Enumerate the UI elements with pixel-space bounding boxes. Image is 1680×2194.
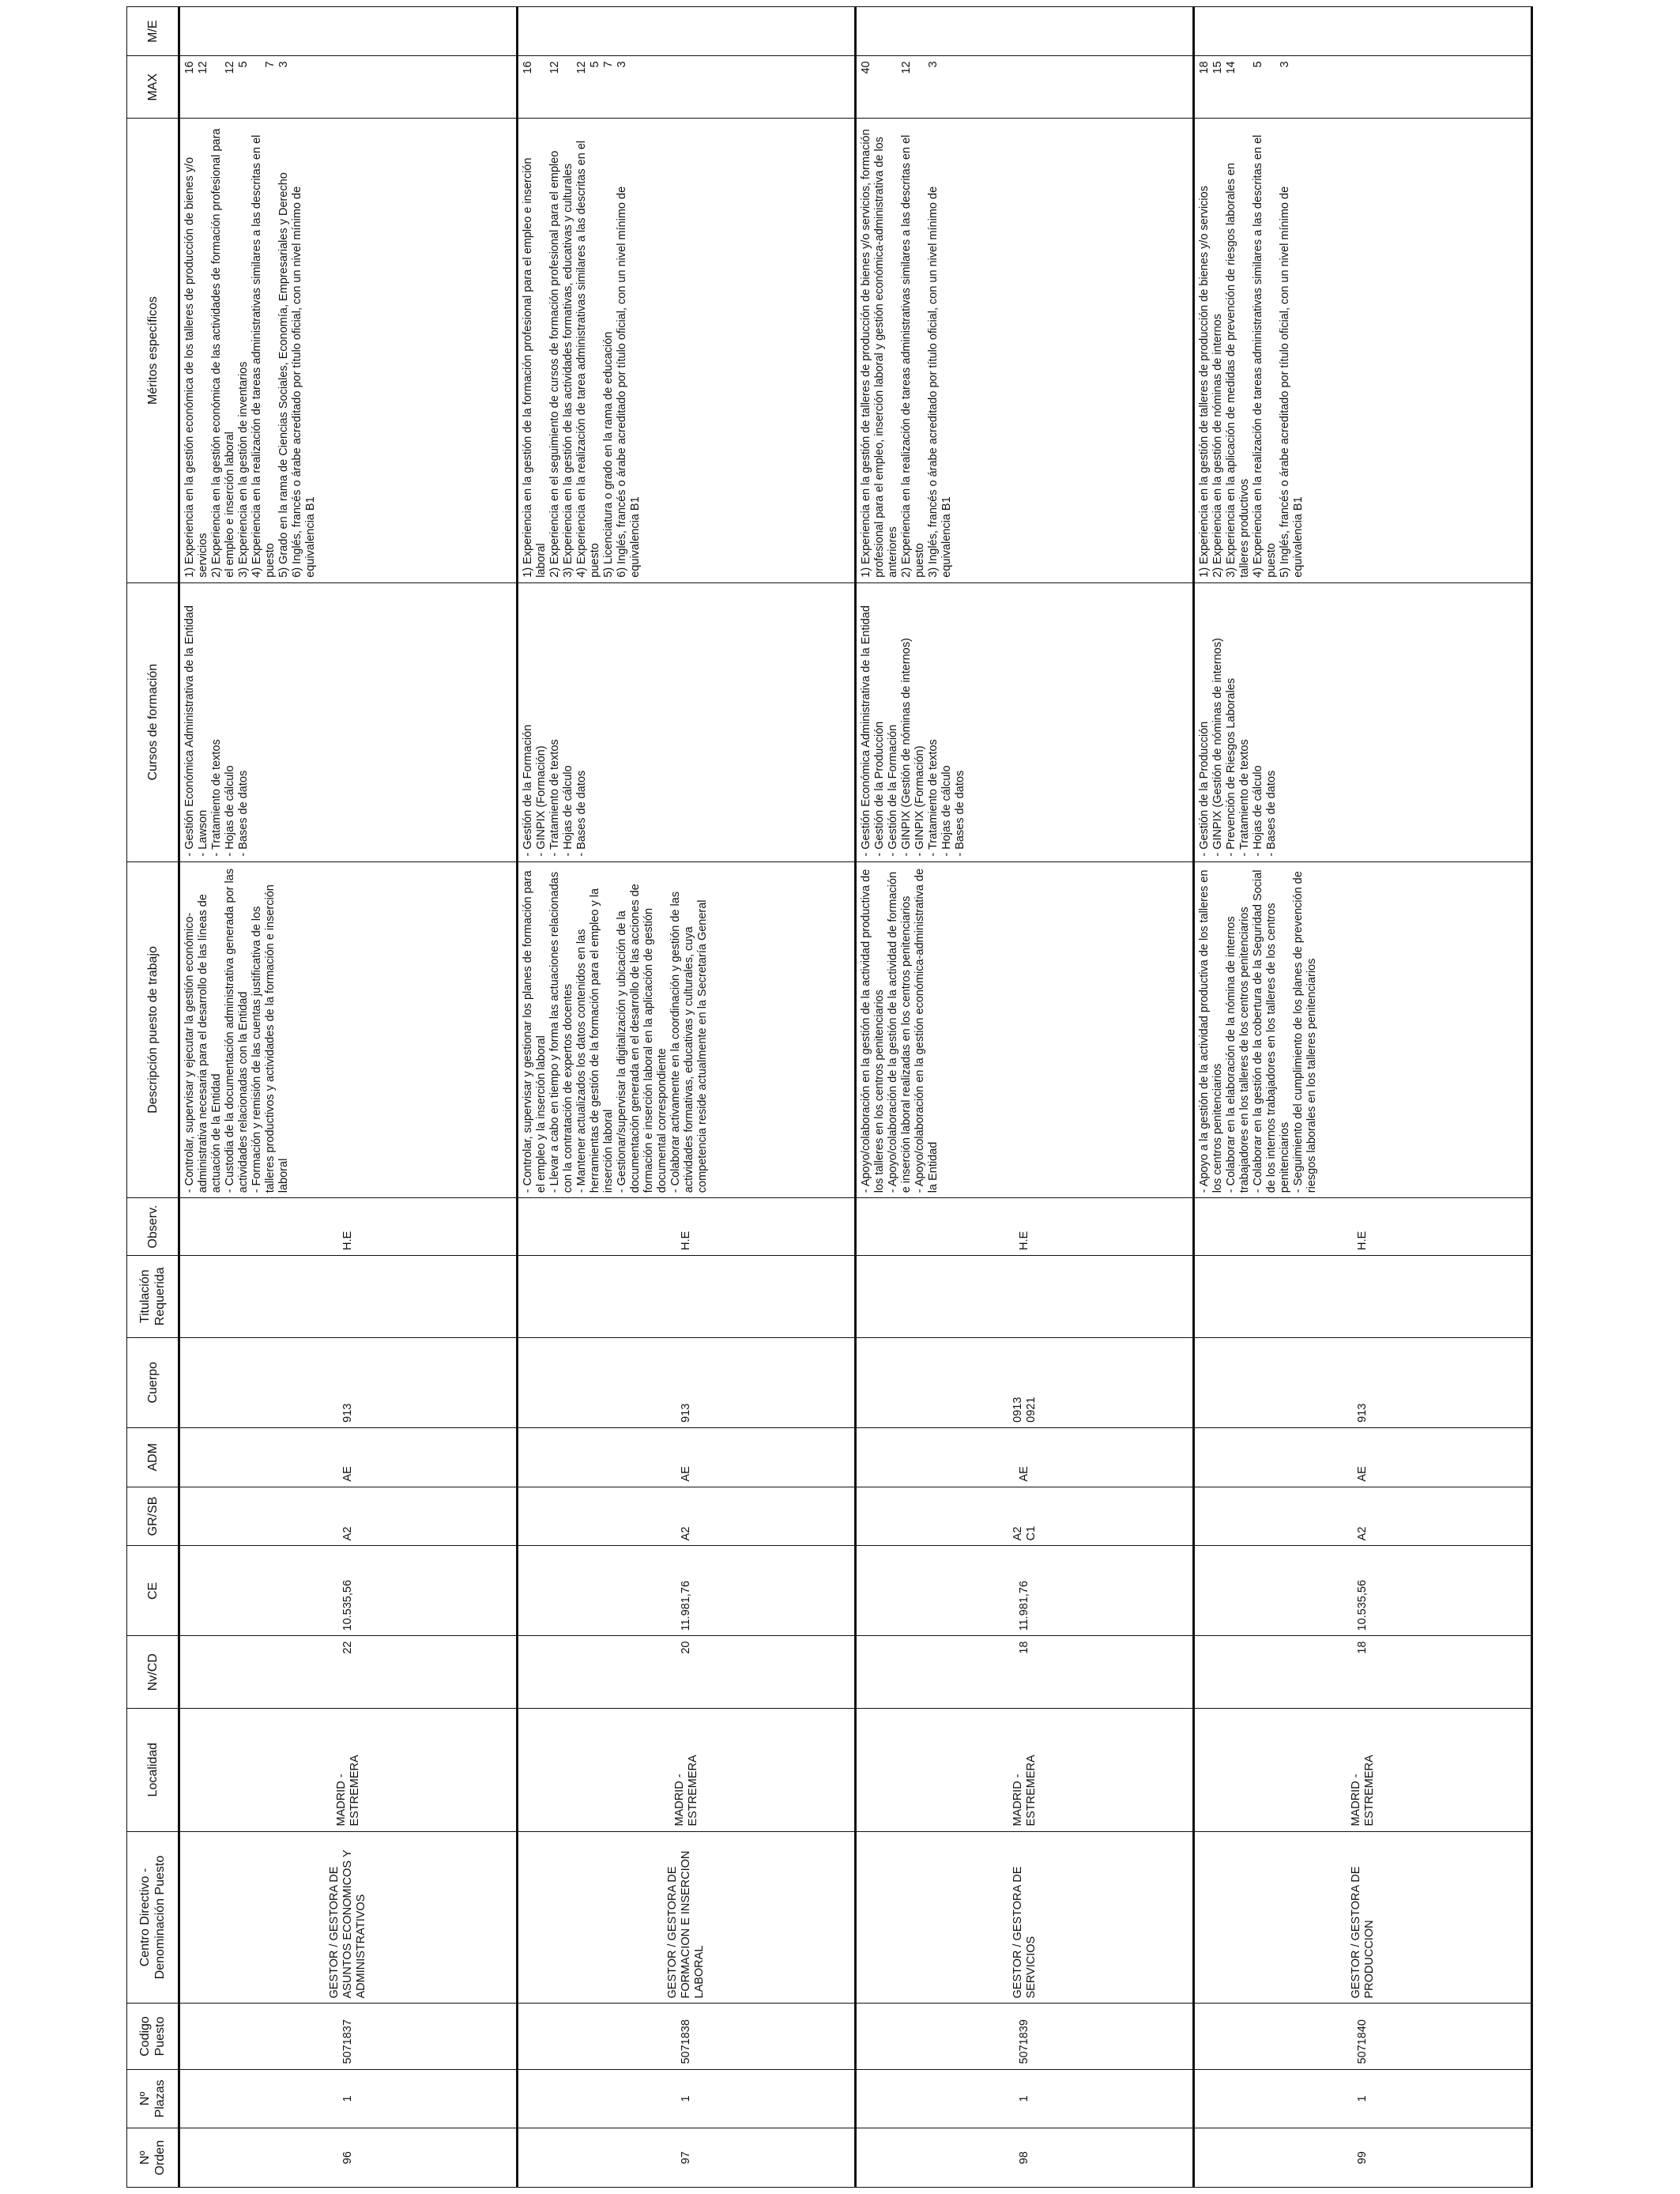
observ-cell: [518, 1198, 856, 1256]
meritos-line: 4) Experiencia en la realización de tareas administrativas similares a las descritas en el puesto: [1252, 134, 1278, 578]
max-line: 5: [237, 61, 250, 68]
adm-cell: [856, 1427, 1194, 1487]
max-line: 12: [224, 61, 236, 74]
table-row: [179, 7, 518, 2188]
max-line: [1238, 61, 1252, 113]
codigo-cell: [856, 2004, 1194, 2069]
cursos-line: - GINPIX (Gestión de nóminas de internos): [1211, 638, 1224, 857]
max-line: 12: [900, 61, 913, 74]
max-line: 16: [522, 61, 534, 74]
observ-cell: [856, 1198, 1194, 1256]
plazas-cell: [518, 2069, 856, 2128]
header-observ: Observ.: [127, 1198, 179, 1256]
codigo-cell: [1194, 2004, 1532, 2069]
cursos-line: - Bases de datos: [1265, 770, 1278, 857]
cursos-line: - Hojas de cálculo: [562, 765, 574, 857]
codigo-cell-text: 5071838: [680, 2019, 692, 2064]
cursos-line: - Lawson: [197, 809, 209, 857]
meritos-line: 3) Inglés, francés o árabe acreditado por título oficial, con un nivel mínimo de equivalencia B1: [927, 186, 953, 578]
descripcion-line: - Apoyo/colaboración en la gestión de la actividad productiva de los talleres en los centros penitenciarios: [860, 869, 886, 1193]
cursos-line: - Gestión de la Formación: [887, 724, 899, 857]
centro-cell-text: GESTOR / GESTORA DE SERVICIOS: [1011, 1866, 1038, 1999]
nivcd-cell-text: 18: [1018, 1641, 1030, 1654]
grsb-cell-text: A2: [341, 1526, 354, 1541]
meritos-line: 2) Experiencia en la realización de tareas administrativas similares a las descritas en el puesto: [900, 134, 926, 578]
meritos-line: 4) Experiencia en la realización de tareas administrativas similares a las descritas en el puesto: [250, 134, 277, 578]
cuerpo-cell: [518, 1337, 856, 1427]
cuerpo-cell-text: 0913 0921: [1011, 1397, 1038, 1423]
nivcd-cell: [179, 1636, 518, 1708]
codigo-cell: [518, 2004, 856, 2069]
adm-cell: [179, 1427, 518, 1487]
descripcion-cell: [856, 861, 1194, 1198]
header-meritos: Méritos específicos: [127, 119, 179, 583]
cursos-cell: [856, 582, 1194, 861]
localidad-cell-text: MADRID - ESTREMERA: [672, 1755, 699, 1826]
meritos-cell: [179, 119, 518, 583]
grsb-cell-text: A2: [1356, 1526, 1369, 1541]
descripcion-line: - Apoyo a la gestión de la actividad productiva de los talleres en los centros penitenciarios: [1198, 869, 1224, 1193]
nivcd-cell: [518, 1636, 856, 1708]
max-line: [1265, 61, 1279, 113]
descripcion-cell: [1194, 861, 1532, 1198]
header-cursos: Cursos de formación: [127, 582, 179, 861]
observ-cell-text: H.E: [341, 1231, 354, 1250]
max-line: 40: [860, 61, 872, 74]
cuerpo-cell-text: 913: [341, 1403, 354, 1423]
meritos-line: 1) Experiencia en la gestión económica de los talleres de producción de bienes y/o servicios: [183, 156, 209, 578]
cursos-line: - Gestión de la Producción: [1198, 721, 1211, 857]
meritos-line: 3) Experiencia en la gestión de las actividades formativas, educativas y culturales: [562, 163, 574, 578]
orden-cell: [1194, 2128, 1532, 2188]
cursos-line: - Gestión de la Producción: [873, 721, 886, 857]
localidad-cell-text: MADRID - ESTREMERA: [1349, 1755, 1376, 1826]
ce-cell-text: 10.535,56: [1356, 1579, 1369, 1631]
observ-cell: [1194, 1198, 1532, 1256]
max-line: [210, 61, 224, 113]
titulacion-cell: [518, 1255, 856, 1337]
meritos-cell: [856, 119, 1194, 583]
max-line: [250, 61, 264, 113]
table-row: [856, 7, 1194, 2188]
max-line: [535, 61, 548, 113]
centro-cell-text: GESTOR / GESTORA DE FORMACION E INSERCION LABORAL: [666, 1850, 706, 1999]
max-line: 12: [548, 61, 561, 74]
cursos-line: - Tratamiento de textos: [210, 739, 223, 857]
descripcion-line: - Custodia de la documentación administrativa generada por las actividades relacionadas con la Entidad: [224, 868, 250, 1193]
cursos-line: - Gestión de la Formación: [522, 724, 534, 857]
ce-cell: [518, 1546, 856, 1636]
meritos-line: 6) Inglés, francés o árabe acreditado por título oficial, con un nivel mínimo de equivalencia B1: [616, 186, 642, 578]
centro-cell-text: GESTOR / GESTORA DE PRODUCCION: [1349, 1866, 1376, 1999]
orden-cell-text: 98: [1018, 2151, 1030, 2165]
localidad-cell-text: MADRID - ESTREMERA: [334, 1755, 361, 1826]
max-line: 12: [197, 61, 209, 74]
cursos-line: - Bases de datos: [575, 770, 588, 857]
header-grsb: GR/SB: [127, 1487, 179, 1546]
max-line: 14: [1225, 61, 1237, 74]
centro-cell: [518, 1831, 856, 2004]
max-line: 3: [616, 61, 628, 68]
header-cuerpo: Cuerpo: [127, 1337, 179, 1427]
cursos-line: - Gestión Económica Administrativa de la Entidad: [860, 605, 872, 857]
cuerpo-cell-text: 913: [680, 1403, 692, 1423]
meritos-line: 3) Experiencia en la gestión de inventarios: [237, 361, 250, 578]
centro-cell: [1194, 1831, 1532, 2004]
orden-cell-text: 97: [680, 2151, 692, 2165]
me-cell: [518, 7, 856, 56]
ce-cell-text: 11.981,76: [1018, 1581, 1030, 1631]
max-line: 3: [1279, 61, 1291, 68]
meritos-line: 4) Experiencia en la realización de tarea administrativas similares a las descritas en el puesto: [575, 140, 601, 578]
meritos-line: 1) Experiencia en la gestión de talleres de producción de bienes y/o servicios: [1198, 186, 1211, 578]
max-line: 16: [183, 61, 196, 74]
max-line: 18: [1198, 61, 1211, 74]
grsb-cell: [518, 1487, 856, 1546]
cursos-cell: [518, 582, 856, 861]
max-line: [887, 61, 900, 113]
cursos-line: - Prevención de Riesgos Laborales: [1225, 677, 1237, 857]
titulacion-cell: [1194, 1255, 1532, 1337]
meritos-line: 6) Inglés, francés o árabe acreditado por título oficial, con un nivel mínimo de equivalencia B1: [291, 186, 317, 578]
descripcion-line: - Apoyo/colaboración en la gestión económica-administrativa de la Entidad: [913, 868, 940, 1193]
max-line: 3: [277, 61, 290, 68]
nivcd-cell: [1194, 1636, 1532, 1708]
cuerpo-cell: [179, 1337, 518, 1427]
grsb-cell: [179, 1487, 518, 1546]
descripcion-line: - Colaborar en la gestión de la cobertura de la Seguridad Social de los internos trabajadores en los talleres de los centros penitenciarios: [1252, 869, 1291, 1193]
me-cell: [179, 7, 518, 56]
adm-cell-text: AE: [680, 1466, 692, 1482]
meritos-line: 3) Experiencia en la aplicación de medidas de prevención de riesgos laborales en talleres productivos: [1225, 163, 1251, 578]
cursos-line: - Hojas de cálculo: [224, 765, 236, 857]
descripcion-line: - Apoyo/colaboración de la gestión de la actividad de formación e inserción laboral realizadas en los centros penitenciarios: [887, 871, 913, 1193]
ce-cell: [856, 1546, 1194, 1636]
header-centro: Centro Directivo - Denominación Puesto: [127, 1831, 179, 2004]
header-max: MAX: [127, 56, 179, 119]
centro-cell-text: GESTOR / GESTORA DE ASUNTOS ECONOMICOS Y ADMINISTRATIVOS: [328, 1849, 367, 1999]
max-line: [913, 61, 927, 113]
orden-cell-text: 99: [1356, 2151, 1369, 2165]
localidad-cell: [1194, 1708, 1532, 1831]
grsb-cell-text: A2: [680, 1526, 692, 1541]
header-codigo: Codigo Puesto: [127, 2004, 179, 2069]
plazas-cell-text: 1: [1356, 2095, 1369, 2102]
meritos-line: 5) Inglés, francés o árabe acreditado por título oficial, con un nivel mínimo de equivalencia B1: [1279, 186, 1305, 578]
ce-cell-text: 11.981,76: [680, 1581, 692, 1631]
descripcion-line: - Seguimiento del cumplimiento de los planes de prevención de riesgos laborales en los talleres penitenciarios: [1292, 871, 1318, 1193]
meritos-cell: [1194, 119, 1532, 583]
me-cell: [1194, 7, 1532, 56]
plazas-cell-text: 1: [680, 2095, 692, 2102]
cursos-cell: [1194, 582, 1532, 861]
cursos-line: - Tratamiento de textos: [927, 739, 940, 857]
adm-cell: [1194, 1427, 1532, 1487]
localidad-cell: [856, 1708, 1194, 1831]
descripcion-line: - Llevar a cabo en tiempo y forma las actuaciones relacionadas con la contratación de expertos docentes: [548, 872, 574, 1193]
codigo-cell-text: 5071840: [1356, 2019, 1369, 2064]
header-localidad: Localidad: [127, 1708, 179, 1831]
observ-cell: [179, 1198, 518, 1256]
plazas-cell: [179, 2069, 518, 2128]
descripcion-cell: [518, 861, 856, 1198]
max-line: 3: [927, 61, 940, 68]
plazas-cell: [1194, 2069, 1532, 2128]
max-cell: [518, 56, 856, 119]
titulacion-cell: [856, 1255, 1194, 1337]
header-me: M/E: [127, 7, 179, 56]
meritos-line: 2) Experiencia en la gestión económica de las actividades de formación profesional para el empleo e inserción laboral: [210, 128, 236, 578]
descripcion-line: - Formación y remisión de las cuentas justificativa de los talleres productivos y actividades de la formación e inserción laboral: [250, 884, 290, 1193]
adm-cell-text: AE: [1018, 1466, 1030, 1482]
nivcd-cell-text: 18: [1356, 1641, 1369, 1654]
codigo-cell: [179, 2004, 518, 2069]
header-descripcion: Descripción puesto de trabajo: [127, 861, 179, 1198]
max-line: 12: [575, 61, 588, 74]
max-cell: [179, 56, 518, 119]
cursos-line: - GINPIX (Gestión de nóminas de internos): [900, 638, 913, 857]
meritos-line: 2) Experiencia en el seguimiento de cursos de formación profesional para el empleo: [548, 150, 561, 578]
orden-cell: [179, 2128, 518, 2188]
cuerpo-cell-text: 913: [1356, 1403, 1369, 1423]
nivcd-cell-text: 20: [680, 1641, 692, 1654]
cursos-line: - Gestión Económica Administrativa de la Entidad: [183, 605, 196, 857]
header-adm: ADM: [127, 1427, 179, 1487]
max-line: 7: [264, 61, 277, 68]
orden-cell-text: 96: [341, 2151, 354, 2165]
nivcd-cell-text: 22: [341, 1641, 354, 1654]
codigo-cell-text: 5071837: [341, 2019, 354, 2064]
meritos-line: 2) Experiencia en la gestión de nóminas de internos: [1211, 314, 1224, 578]
plazas-cell-text: 1: [341, 2095, 354, 2102]
meritos-line: 1) Experiencia en la gestión de talleres de producción de bienes y/o servicios, formación profesional para el empleo, inserción laboral y gestión económica-administrativa de los anteriores: [860, 129, 899, 578]
header-titulacion: Titulación Requerida: [127, 1255, 179, 1337]
descripcion-line: - Gestionar/supervisar la digitalización y ubicación de la documentación generada en el desarrollo de las acciones de formación e inserción laboral en la aplicación de gestión documental correspondiente: [616, 884, 669, 1193]
descripcion-line: - Controlar, supervisar y gestionar los planes de formación para el empleo y la inserción laboral: [522, 870, 548, 1193]
cuerpo-cell: [856, 1337, 1194, 1427]
descripcion-line: - Colaborar activamente en la coordinación y gestión de las actividades formativas, educativas y culturales, cuya competencia reside actualmente en la Secretaría General: [669, 891, 709, 1193]
centro-cell: [856, 1831, 1194, 2004]
header-row: [127, 7, 179, 2188]
cursos-line: - GINPIX (Formación): [535, 745, 548, 857]
header-ce: CE: [127, 1546, 179, 1636]
ce-cell-text: 10.535,56: [341, 1579, 354, 1631]
adm-cell-text: AE: [341, 1466, 354, 1482]
cursos-line: - Hojas de cálculo: [1252, 765, 1264, 857]
max-line: 5: [1252, 61, 1264, 68]
centro-cell: [179, 1831, 518, 2004]
job-positions-table: [126, 6, 1533, 2188]
meritos-line: 5) Grado en la rama de Ciencias Sociales, Economía, Empresariales y Derecho: [277, 172, 290, 578]
header-nivcd: Nv/CD: [127, 1636, 179, 1708]
rotated-table-wrapper: [126, 6, 1530, 2188]
orden-cell: [856, 2128, 1194, 2188]
localidad-cell: [179, 1708, 518, 1831]
nivcd-cell: [856, 1636, 1194, 1708]
me-cell: [856, 7, 1194, 56]
localidad-cell-text: MADRID - ESTREMERA: [1011, 1755, 1038, 1826]
max-line: 15: [1211, 61, 1224, 74]
header-plazas: Nº Plazas: [127, 2069, 179, 2128]
cursos-line: - Hojas de cálculo: [940, 765, 953, 857]
max-cell: [856, 56, 1194, 119]
localidad-cell: [518, 1708, 856, 1831]
ce-cell: [179, 1546, 518, 1636]
plazas-cell: [856, 2069, 1194, 2128]
max-line: 5: [589, 61, 601, 68]
cursos-line: - Bases de datos: [237, 770, 250, 857]
cursos-line: - Tratamiento de textos: [548, 739, 561, 857]
grsb-cell-text: A2 C1: [1011, 1525, 1038, 1541]
orden-cell: [518, 2128, 856, 2188]
ce-cell: [1194, 1546, 1532, 1636]
cursos-line: - GINPIX (Formación): [913, 745, 926, 857]
cursos-line: - Bases de datos: [954, 770, 966, 857]
observ-cell-text: H.E: [680, 1231, 692, 1250]
titulacion-cell: [179, 1255, 518, 1337]
observ-cell-text: H.E: [1356, 1231, 1369, 1250]
descripcion-line: - Controlar, supervisar y ejecutar la gestión económico-administrativa necesaria para el desarrollo de las líneas de actuación de la Entidad: [183, 894, 223, 1193]
max-line: [562, 61, 575, 113]
cursos-cell: [179, 582, 518, 861]
cursos-line: - Tratamiento de textos: [1238, 739, 1251, 857]
adm-cell: [518, 1427, 856, 1487]
table-body: [179, 7, 1532, 2188]
table-row: [518, 7, 856, 2188]
grsb-cell: [856, 1487, 1194, 1546]
descripcion-cell: [179, 861, 518, 1198]
descripcion-line: - Colaborar en la elaboración de la nómina de internos trabajadores en los talleres de los centros penitenciarios: [1225, 907, 1251, 1193]
meritos-cell: [518, 119, 856, 583]
plazas-cell-text: 1: [1018, 2095, 1030, 2102]
max-line: [873, 61, 887, 113]
table-row: [1194, 7, 1532, 2188]
codigo-cell-text: 5071839: [1018, 2019, 1030, 2064]
grsb-cell: [1194, 1487, 1532, 1546]
max-cell: [1194, 56, 1532, 119]
meritos-line: 1) Experiencia en la gestión de la formación profesional para el empleo e inserción laboral: [522, 157, 548, 578]
descripcion-line: - Mantener actualizados los datos contenidos en las herramientas de gestión de la formación para el empleo y la inserción laboral: [575, 888, 615, 1193]
cuerpo-cell: [1194, 1337, 1532, 1427]
adm-cell-text: AE: [1356, 1466, 1369, 1482]
max-line: 7: [602, 61, 615, 68]
observ-cell-text: H.E: [1018, 1231, 1030, 1250]
header-orden: Nº Orden: [127, 2128, 179, 2188]
meritos-line: 5) Licenciatura o grado en la rama de educación: [602, 331, 615, 578]
